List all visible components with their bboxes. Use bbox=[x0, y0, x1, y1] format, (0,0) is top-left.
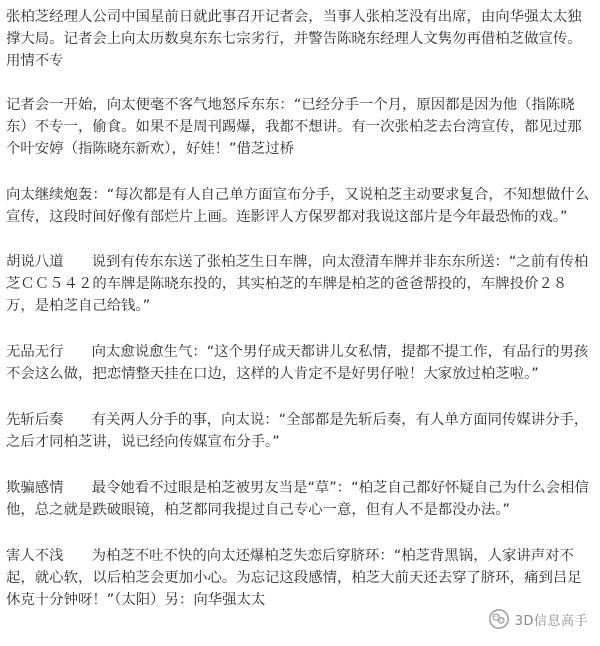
paragraph-no-character bbox=[6, 341, 594, 385]
paragraph-act-first bbox=[6, 409, 594, 453]
paragraph-press-conference: 记者会一开始，向太便毫不客气地怒斥东东：“已经分手一个月，原因都是因为他（指陈晓东）不专一，偷食。如果不是周刊踢爆，我都不想讲。有一次张柏芝去台湾宣传，都见过那个叶安婷（指陈晓东新欢），好娃！”借芝过桥 bbox=[6, 97, 582, 157]
section-lead-nonsense: 胡说八道 bbox=[6, 254, 64, 270]
paragraph-harm bbox=[6, 545, 594, 611]
section-lead-harm: 害人不浅 bbox=[6, 548, 64, 564]
paragraph-text: 向太愈说愈生气：“这个男仔成天都讲儿女私情，提都不提工作，有品行的男孩不会这么做，把恋情整天挂在口边，这样的人肯定不是好男仔啦！大家放过柏芝啦。” bbox=[6, 344, 589, 382]
paragraph-text: 说到有传东东送了张柏芝生日车牌，向太澄清车牌并非东东所送：“之前有传柏芝ＣＣ５４２的车牌是陈晓东投的，其实柏芝的车牌是柏芝的爸爸帮投的，车牌投价２８万，是柏芝自己给钱。” bbox=[6, 254, 589, 314]
paragraph-text: 最令她看不过眼是柏芝被男友当是“草”：“柏芝自己都好怀疑自己为什么会相信他，总之就是跌破眼镜，柏芝都同我提过自己专心一意，但有人不是都没办法。” bbox=[6, 480, 589, 518]
wechat-channel-icon bbox=[488, 608, 510, 630]
section-lead-deceive: 欺骗感情 bbox=[6, 480, 64, 496]
section-lead-no-character: 无品无行 bbox=[6, 344, 64, 360]
article-body bbox=[6, 6, 594, 611]
paragraph-intro: 张柏芝经理人公司中国星前日就此事召开记者会，当事人张柏芝没有出席，由向华强太太独撑大局。记者会上向太历数臭东东七宗劣行，并警告陈晓东经理人文隽勿再借柏芝做宣传。用情不专 bbox=[6, 9, 582, 69]
paragraph-text: 为柏芝不吐不快的向太还爆柏芝失恋后穿脐环：“柏芝背黑锅，人家讲声对不起，就心软，以后柏芝会更加小心。为忘记这段感情，柏芝大前天还去穿了脐环，痛到吕足休克十分钟呀！”（太阳）另：向华强太太 bbox=[6, 548, 582, 608]
paragraph-deceive bbox=[6, 477, 594, 521]
watermark-text: 3D信息高手 bbox=[514, 613, 588, 629]
section-lead-act-first: 先斩后奏 bbox=[6, 412, 64, 428]
paragraph-continued-attack: 向太继续炮轰：“每次都是有人自己单方面宣布分手，又说柏芝主动要求复合，不知想做什么宣传，这段时间好像有部烂片上画。连影评人方保罗都对我说这部片是今年最恐怖的戏。” bbox=[6, 187, 590, 225]
channel-watermark bbox=[484, 606, 594, 632]
paragraph-nonsense bbox=[6, 251, 594, 317]
paragraph-text: 有关两人分手的事，向太说：“全部都是先斩后奏，有人单方面同传媒讲分手，之后才同柏芝讲，说已经向传媒宣布分手。” bbox=[6, 412, 589, 450]
